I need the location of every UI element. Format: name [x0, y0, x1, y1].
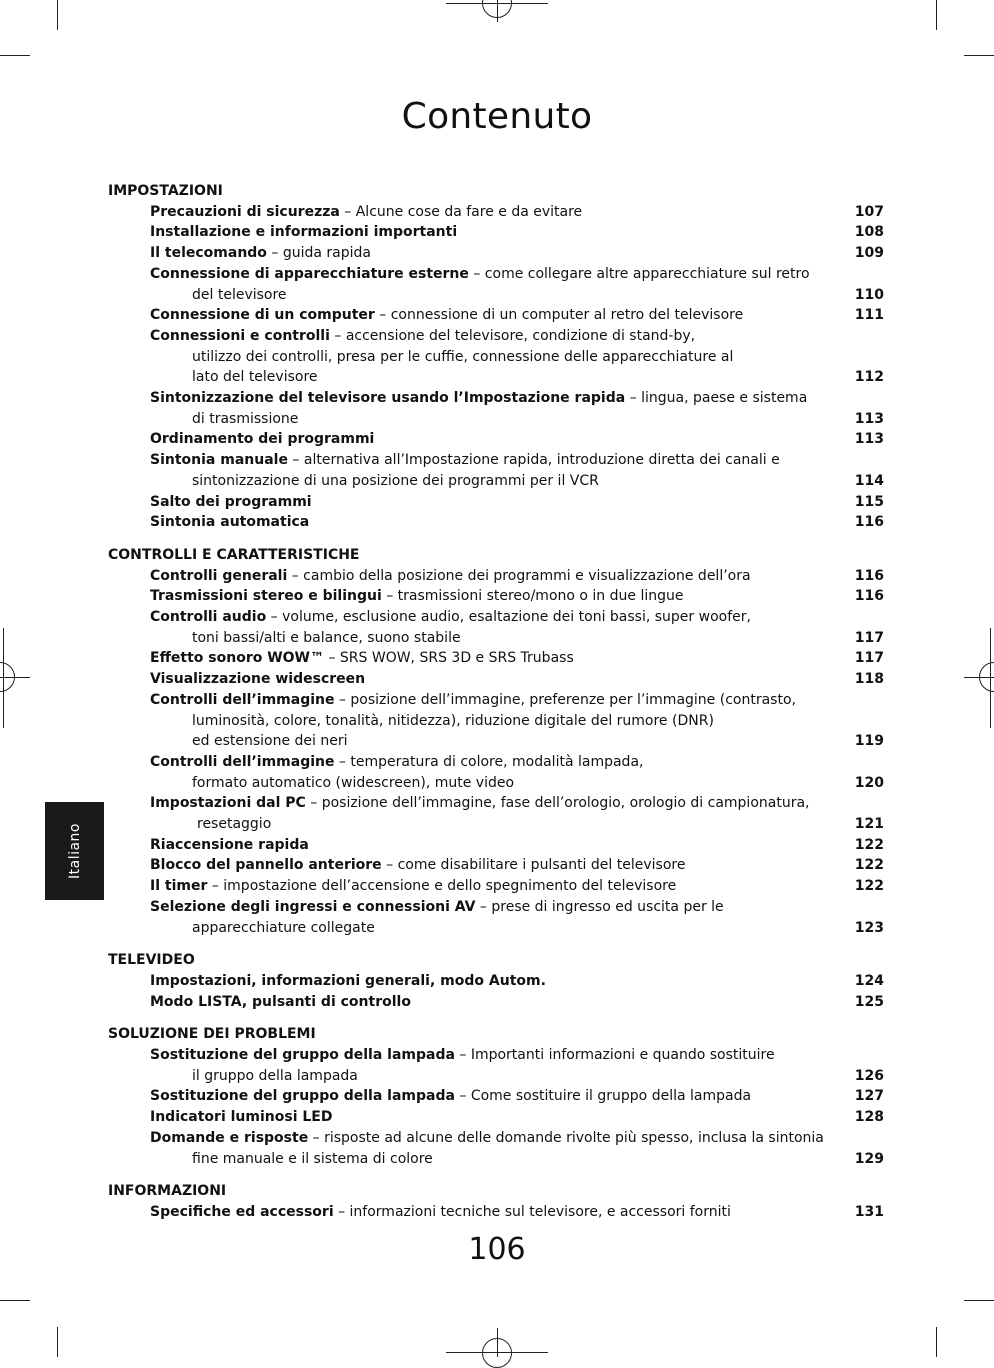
entry-line	[108, 471, 888, 492]
entry-topic: Connessione di un computer	[150, 307, 375, 324]
entry-topic: Ordinamento dei programmi	[150, 431, 375, 448]
entry-line	[108, 1107, 888, 1128]
entry-page-number: 116	[854, 588, 884, 605]
entry-description: utilizzo dei controlli, presa per le cuffie, connessione delle apparecchiature al	[192, 348, 734, 365]
entry-page-number: 112	[854, 369, 884, 386]
toc-entry	[108, 264, 888, 305]
toc-entry	[108, 690, 888, 752]
entry-line	[108, 512, 888, 533]
entry-line	[108, 388, 888, 409]
entry-description: – guida rapida	[266, 245, 371, 262]
toc-entry	[108, 607, 888, 648]
entry-description: ed estensione dei neri	[192, 733, 348, 750]
section-title: IMPOSTAZIONI	[108, 183, 223, 199]
toc-entry	[108, 669, 888, 690]
entry-line	[108, 222, 888, 243]
entry-line	[108, 648, 888, 669]
entry-page-number: 122	[854, 878, 884, 895]
table-of-contents	[108, 181, 888, 1235]
entry-line	[108, 773, 888, 794]
registration-line-right-v	[990, 628, 991, 728]
entry-description: – come collegare altre apparecchiature sul retro	[468, 265, 810, 282]
entry-page-number: 116	[854, 514, 884, 531]
entry-topic: Controlli generali	[150, 567, 288, 584]
entry-description: – Alcune cose da fare e da evitare	[339, 203, 583, 220]
entry-description: – connessione di un computer al retro del televisore	[374, 307, 744, 324]
entry-description: resetaggio	[197, 816, 272, 833]
entry-line	[108, 918, 888, 939]
entry-line	[108, 855, 888, 876]
toc-entry	[108, 1202, 888, 1223]
toc-entry	[108, 305, 888, 326]
entry-topic: Domande e risposte	[150, 1129, 309, 1146]
entry-topic: Impostazioni, informazioni generali, modo Autom.	[150, 972, 546, 989]
entry-topic: Riaccensione rapida	[150, 836, 309, 853]
entry-description: di trasmissione	[192, 410, 299, 427]
entry-line	[108, 409, 888, 430]
entry-topic: Indicatori luminosi LED	[150, 1109, 333, 1126]
entry-page-number: 131	[854, 1203, 884, 1220]
toc-entry	[108, 202, 888, 223]
toc-section	[108, 1181, 888, 1222]
entry-topic: Selezione degli ingressi e connessioni AV	[150, 898, 476, 915]
entry-description: – lingua, paese e sistema	[625, 390, 808, 407]
entry-page-number: 109	[854, 245, 884, 262]
entry-line	[108, 971, 888, 992]
entry-topic: Trasmissioni stereo e bilingui	[150, 588, 382, 605]
entry-topic: Blocco del pannello anteriore	[150, 857, 382, 874]
entry-topic: Connessioni e controlli	[150, 327, 330, 344]
entry-line	[108, 326, 888, 347]
registration-line-left-v	[3, 628, 4, 728]
toc-entry	[108, 243, 888, 264]
toc-section	[108, 181, 888, 533]
entry-description: – trasmissioni stereo/mono o in due lingue	[381, 588, 684, 605]
entry-line	[108, 607, 888, 628]
entry-description: formato automatico (widescreen), mute video	[192, 774, 515, 791]
page-number: 106	[468, 1232, 526, 1267]
entry-line	[108, 1128, 888, 1149]
crop-mark-bottom-right-h	[964, 1300, 994, 1301]
entry-line	[108, 243, 888, 264]
entry-line	[108, 897, 888, 918]
entry-description: il gruppo della lampada	[192, 1067, 358, 1084]
entry-page-number: 113	[854, 431, 884, 448]
entry-description: toni bassi/alti e balance, suono stabile	[192, 629, 461, 646]
crop-mark-top-left-v	[57, 0, 58, 30]
toc-entry	[108, 992, 888, 1013]
toc-section	[108, 545, 888, 938]
entry-topic: Controlli dell’immagine	[150, 691, 335, 708]
entry-description: sintonizzazione di una posizione dei programmi per il VCR	[192, 472, 599, 489]
toc-entry	[108, 326, 888, 388]
entry-line	[108, 711, 888, 732]
toc-entry	[108, 835, 888, 856]
entry-page-number: 123	[854, 919, 884, 936]
entry-line	[108, 305, 888, 326]
entry-page-number: 118	[854, 671, 884, 688]
entry-description: fine manuale e il sistema di colore	[192, 1150, 433, 1167]
entry-topic: Connessione di apparecchiature esterne	[150, 265, 469, 282]
entry-description: lato del televisore	[192, 369, 318, 386]
toc-entry	[108, 1086, 888, 1107]
entry-topic: Modo LISTA, pulsanti di controllo	[150, 993, 411, 1010]
crop-mark-top-right-v	[936, 0, 937, 30]
entry-line	[108, 731, 888, 752]
entry-page-number: 108	[854, 224, 884, 241]
entry-page-number: 127	[854, 1088, 884, 1105]
entry-description: – Come sostituire il gruppo della lampada	[454, 1088, 752, 1105]
entry-line	[108, 1045, 888, 1066]
entry-page-number: 126	[854, 1067, 884, 1084]
crop-mark-bottom-right-v	[936, 1327, 937, 1357]
crop-mark-top-left-h	[0, 55, 30, 56]
entry-topic: Il telecomando	[150, 245, 267, 262]
entry-page-number: 129	[854, 1150, 884, 1167]
entry-line	[108, 586, 888, 607]
entry-line	[108, 628, 888, 649]
entry-description: – alternativa all’Impostazione rapida, introduzione diretta dei canali e	[287, 452, 780, 469]
toc-entry	[108, 512, 888, 533]
entry-description: luminosità, colore, tonalità, nitidezza), riduzione digitale del rumore (DNR)	[192, 712, 714, 729]
entry-description: – posizione dell’immagine, fase dell’orologio, orologio di campionatura,	[305, 795, 810, 812]
entry-description: – SRS WOW, SRS 3D e SRS Trubass	[324, 650, 574, 667]
entry-page-number: 115	[854, 493, 884, 510]
entry-line	[108, 793, 888, 814]
crop-mark-top-right-h	[964, 55, 994, 56]
section-title: TELEVIDEO	[108, 952, 195, 969]
toc-entry	[108, 793, 888, 834]
entry-description: – volume, esclusione audio, esaltazione dei toni bassi, super woofer,	[266, 609, 751, 626]
section-title: CONTROLLI E CARATTERISTICHE	[108, 546, 360, 563]
entry-description: – informazioni tecniche sul televisore, e accessori forniti	[333, 1203, 731, 1220]
entry-description: – temperatura di colore, modalità lampada,	[334, 753, 644, 770]
entry-topic: Il timer	[150, 878, 208, 895]
entry-line	[108, 669, 888, 690]
entry-page-number: 117	[854, 650, 884, 667]
entry-line	[108, 835, 888, 856]
entry-topic: Specifiche ed accessori	[150, 1203, 334, 1220]
entry-line	[108, 492, 888, 513]
entry-page-number: 107	[854, 203, 884, 220]
entry-page-number: 122	[854, 836, 884, 853]
entry-page-number: 122	[854, 857, 884, 874]
entry-description: – come disabilitare i pulsanti del televisore	[381, 857, 686, 874]
toc-entry	[108, 492, 888, 513]
entry-topic: Controlli audio	[150, 609, 267, 626]
entry-description: – impostazione dell’accensione e dello spegnimento del televisore	[207, 878, 677, 895]
entry-description: del televisore	[192, 286, 287, 303]
entry-topic: Controlli dell’immagine	[150, 753, 335, 770]
crop-mark-bottom-left-v	[57, 1327, 58, 1357]
entry-line	[108, 347, 888, 368]
toc-entry	[108, 388, 888, 429]
entry-topic: Sintonia manuale	[150, 452, 288, 469]
entry-topic: Salto dei programmi	[150, 493, 312, 510]
entry-page-number: 121	[854, 816, 884, 833]
entry-page-number: 114	[854, 472, 884, 489]
entry-topic: Effetto sonoro WOW™	[150, 650, 324, 667]
registration-line-left-h	[0, 677, 30, 678]
entry-line	[108, 992, 888, 1013]
toc-entry	[108, 586, 888, 607]
registration-line-bottom-v	[497, 1328, 498, 1357]
entry-description: – accensione del televisore, condizione di stand-by,	[329, 327, 696, 344]
entry-line	[108, 450, 888, 471]
entry-description: – Importanti informazioni e quando sostituire	[454, 1047, 775, 1064]
entry-line	[108, 202, 888, 223]
page-title: Contenuto	[401, 96, 593, 137]
entry-topic: Precauzioni di sicurezza	[150, 203, 340, 220]
entry-line	[108, 285, 888, 306]
section-title: SOLUZIONE DEI PROBLEMI	[108, 1026, 316, 1043]
toc-entry	[108, 566, 888, 587]
toc-entry	[108, 855, 888, 876]
toc-entry	[108, 1045, 888, 1086]
language-label: Italiano	[66, 823, 83, 879]
entry-line	[108, 566, 888, 587]
toc-entry	[108, 897, 888, 938]
entry-line	[108, 1202, 888, 1223]
entry-line	[108, 876, 888, 897]
entry-line	[108, 264, 888, 285]
entry-description: – prese di ingresso ed uscita per le	[475, 898, 724, 915]
entry-page-number: 111	[854, 307, 884, 324]
entry-line	[108, 429, 888, 450]
toc-entry	[108, 222, 888, 243]
entry-topic: Sintonizzazione del televisore usando l’Impostazione rapida	[150, 390, 626, 407]
entry-topic: Sostituzione del gruppo della lampada	[150, 1047, 455, 1064]
entry-page-number: 124	[854, 972, 884, 989]
entry-page-number: 119	[854, 733, 884, 750]
entry-topic: Impostazioni dal PC	[150, 795, 306, 812]
toc-entry	[108, 752, 888, 793]
entry-topic: Sostituzione del gruppo della lampada	[150, 1088, 455, 1105]
entry-page-number: 120	[854, 774, 884, 791]
entry-topic: Installazione e informazioni importanti	[150, 224, 458, 241]
language-side-tab	[45, 802, 104, 900]
entry-page-number: 125	[854, 993, 884, 1010]
entry-line	[108, 752, 888, 773]
toc-section	[108, 1024, 888, 1169]
entry-description: – posizione dell’immagine, preferenze per l’immagine (contrasto,	[334, 691, 796, 708]
toc-entry	[108, 1128, 888, 1169]
toc-entry	[108, 1107, 888, 1128]
entry-line	[108, 690, 888, 711]
entry-description: apparecchiature collegate	[192, 919, 375, 936]
entry-description: – cambio della posizione dei programmi e visualizzazione dell’ora	[287, 567, 751, 584]
toc-entry	[108, 450, 888, 491]
entry-topic: Sintonia automatica	[150, 514, 310, 531]
entry-line	[108, 367, 888, 388]
registration-line-top-v	[497, 0, 498, 22]
toc-entry	[108, 876, 888, 897]
toc-entry	[108, 971, 888, 992]
section-title: INFORMAZIONI	[108, 1183, 227, 1200]
entry-page-number: 128	[854, 1109, 884, 1126]
toc-section	[108, 950, 888, 1012]
entry-line	[108, 1066, 888, 1087]
entry-line	[108, 1149, 888, 1170]
toc-entry	[108, 648, 888, 669]
registration-line-right-h	[964, 677, 994, 678]
crop-mark-bottom-left-h	[0, 1300, 30, 1301]
entry-description: – risposte ad alcune delle domande rivolte più spesso, inclusa la sintonia	[308, 1129, 824, 1146]
toc-entry	[108, 429, 888, 450]
entry-page-number: 116	[854, 567, 884, 584]
entry-line	[108, 814, 888, 835]
entry-page-number: 110	[854, 286, 884, 303]
entry-line	[108, 1086, 888, 1107]
entry-page-number: 117	[854, 629, 884, 646]
entry-topic: Visualizzazione widescreen	[150, 671, 366, 688]
entry-page-number: 113	[854, 410, 884, 427]
